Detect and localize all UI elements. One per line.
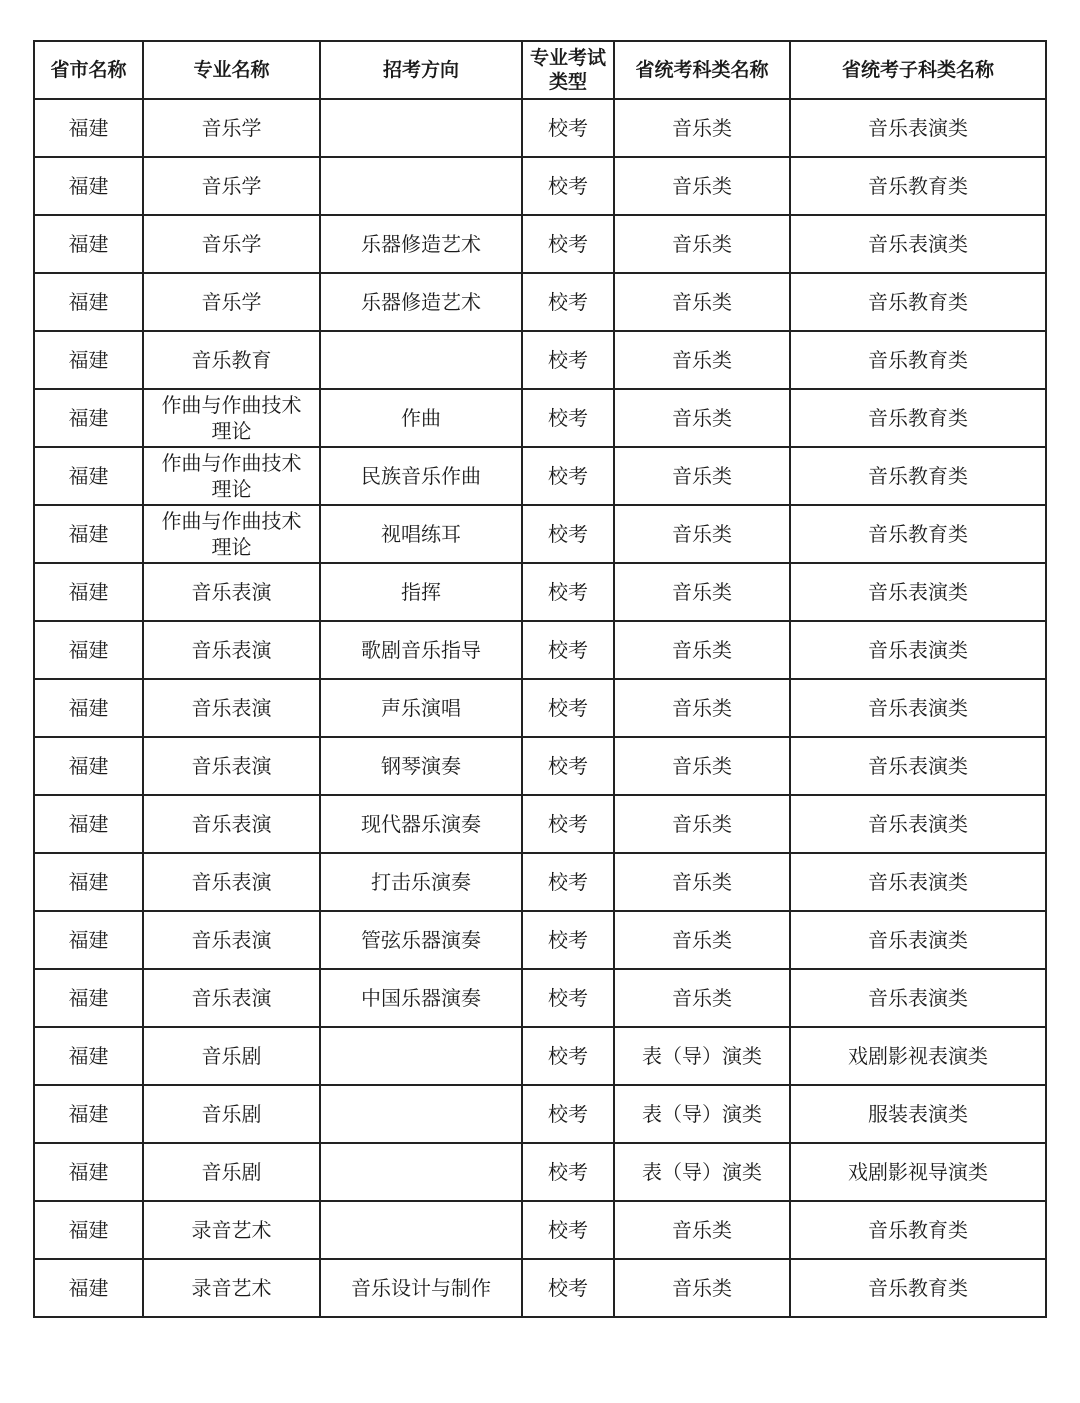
cell-subcategory: 音乐教育类 — [790, 273, 1046, 331]
cell-major: 音乐学 — [143, 157, 320, 215]
cell-direction — [320, 157, 522, 215]
cell-province: 福建 — [34, 563, 143, 621]
cell-major: 音乐学 — [143, 99, 320, 157]
cell-direction — [320, 1085, 522, 1143]
cell-exam-type: 校考 — [522, 331, 614, 389]
cell-major: 音乐学 — [143, 215, 320, 273]
table-row — [34, 389, 1046, 447]
cell-exam-type: 校考 — [522, 737, 614, 795]
cell-direction: 视唱练耳 — [320, 505, 522, 563]
cell-exam-type: 校考 — [522, 1085, 614, 1143]
cell-province: 福建 — [34, 1085, 143, 1143]
cell-exam-type: 校考 — [522, 969, 614, 1027]
cell-exam-type: 校考 — [522, 911, 614, 969]
cell-direction — [320, 1027, 522, 1085]
cell-province: 福建 — [34, 389, 143, 447]
cell-province: 福建 — [34, 99, 143, 157]
cell-exam-type: 校考 — [522, 157, 614, 215]
cell-major: 音乐表演 — [143, 737, 320, 795]
cell-major: 音乐表演 — [143, 853, 320, 911]
cell-exam-type: 校考 — [522, 795, 614, 853]
cell-province: 福建 — [34, 969, 143, 1027]
cell-direction: 歌剧音乐指导 — [320, 621, 522, 679]
table-row — [34, 157, 1046, 215]
cell-category: 表（导）演类 — [614, 1027, 790, 1085]
header-category: 省统考科类名称 — [614, 41, 790, 99]
header-direction: 招考方向 — [320, 41, 522, 99]
cell-exam-type: 校考 — [522, 1143, 614, 1201]
cell-major: 录音艺术 — [143, 1201, 320, 1259]
table-row — [34, 447, 1046, 505]
cell-category: 音乐类 — [614, 389, 790, 447]
cell-major: 音乐剧 — [143, 1027, 320, 1085]
cell-province: 福建 — [34, 447, 143, 505]
cell-province: 福建 — [34, 911, 143, 969]
cell-exam-type: 校考 — [522, 215, 614, 273]
cell-subcategory: 戏剧影视导演类 — [790, 1143, 1046, 1201]
table-row — [34, 99, 1046, 157]
cell-category: 音乐类 — [614, 331, 790, 389]
table-row — [34, 331, 1046, 389]
cell-direction: 声乐演唱 — [320, 679, 522, 737]
table-row — [34, 853, 1046, 911]
cell-category: 音乐类 — [614, 737, 790, 795]
cell-category: 音乐类 — [614, 447, 790, 505]
cell-major: 音乐表演 — [143, 563, 320, 621]
cell-subcategory: 服装表演类 — [790, 1085, 1046, 1143]
cell-category: 音乐类 — [614, 911, 790, 969]
header-exam-type: 专业考试类型 — [522, 41, 614, 99]
cell-major: 音乐表演 — [143, 679, 320, 737]
table-row — [34, 911, 1046, 969]
cell-major: 音乐表演 — [143, 969, 320, 1027]
cell-direction: 音乐设计与制作 — [320, 1259, 522, 1317]
cell-subcategory: 音乐表演类 — [790, 99, 1046, 157]
cell-province: 福建 — [34, 1143, 143, 1201]
table-row — [34, 215, 1046, 273]
table-row — [34, 1259, 1046, 1317]
cell-exam-type: 校考 — [522, 447, 614, 505]
table-row — [34, 621, 1046, 679]
cell-province: 福建 — [34, 853, 143, 911]
cell-province: 福建 — [34, 621, 143, 679]
cell-subcategory: 音乐教育类 — [790, 389, 1046, 447]
cell-subcategory: 音乐教育类 — [790, 1259, 1046, 1317]
cell-category: 音乐类 — [614, 273, 790, 331]
document-page — [33, 40, 1045, 1318]
cell-direction — [320, 1143, 522, 1201]
table-header-row — [34, 41, 1046, 99]
cell-subcategory: 音乐教育类 — [790, 331, 1046, 389]
cell-major: 作曲与作曲技术理论 — [143, 447, 320, 505]
header-subcategory: 省统考子科类名称 — [790, 41, 1046, 99]
cell-category: 表（导）演类 — [614, 1085, 790, 1143]
cell-category: 音乐类 — [614, 99, 790, 157]
cell-category: 音乐类 — [614, 157, 790, 215]
cell-subcategory: 音乐表演类 — [790, 563, 1046, 621]
cell-direction: 民族音乐作曲 — [320, 447, 522, 505]
cell-major: 作曲与作曲技术理论 — [143, 505, 320, 563]
cell-province: 福建 — [34, 331, 143, 389]
cell-direction: 乐器修造艺术 — [320, 215, 522, 273]
cell-direction — [320, 99, 522, 157]
table-row — [34, 563, 1046, 621]
cell-category: 音乐类 — [614, 563, 790, 621]
cell-major: 音乐表演 — [143, 795, 320, 853]
cell-subcategory: 音乐表演类 — [790, 621, 1046, 679]
cell-subcategory: 音乐教育类 — [790, 1201, 1046, 1259]
cell-exam-type: 校考 — [522, 679, 614, 737]
cell-category: 音乐类 — [614, 795, 790, 853]
cell-exam-type: 校考 — [522, 853, 614, 911]
cell-category: 表（导）演类 — [614, 1143, 790, 1201]
cell-exam-type: 校考 — [522, 505, 614, 563]
cell-province: 福建 — [34, 1259, 143, 1317]
cell-category: 音乐类 — [614, 969, 790, 1027]
cell-exam-type: 校考 — [522, 621, 614, 679]
cell-category: 音乐类 — [614, 853, 790, 911]
cell-category: 音乐类 — [614, 679, 790, 737]
table-row — [34, 1201, 1046, 1259]
cell-province: 福建 — [34, 795, 143, 853]
cell-subcategory: 音乐表演类 — [790, 853, 1046, 911]
cell-direction: 管弦乐器演奏 — [320, 911, 522, 969]
cell-subcategory: 音乐表演类 — [790, 215, 1046, 273]
cell-category: 音乐类 — [614, 1259, 790, 1317]
table-row — [34, 795, 1046, 853]
cell-subcategory: 音乐表演类 — [790, 911, 1046, 969]
cell-subcategory: 音乐教育类 — [790, 157, 1046, 215]
major-table — [33, 40, 1047, 1318]
cell-major: 音乐表演 — [143, 911, 320, 969]
cell-province: 福建 — [34, 679, 143, 737]
cell-province: 福建 — [34, 1027, 143, 1085]
header-province: 省市名称 — [34, 41, 143, 99]
cell-subcategory: 戏剧影视表演类 — [790, 1027, 1046, 1085]
cell-exam-type: 校考 — [522, 1259, 614, 1317]
cell-direction: 作曲 — [320, 389, 522, 447]
cell-subcategory: 音乐教育类 — [790, 447, 1046, 505]
cell-subcategory: 音乐表演类 — [790, 737, 1046, 795]
header-major: 专业名称 — [143, 41, 320, 99]
cell-exam-type: 校考 — [522, 563, 614, 621]
cell-category: 音乐类 — [614, 215, 790, 273]
cell-province: 福建 — [34, 1201, 143, 1259]
cell-category: 音乐类 — [614, 1201, 790, 1259]
cell-province: 福建 — [34, 505, 143, 563]
cell-direction: 指挥 — [320, 563, 522, 621]
cell-direction: 钢琴演奏 — [320, 737, 522, 795]
cell-direction — [320, 331, 522, 389]
table-row — [34, 679, 1046, 737]
table-row — [34, 1085, 1046, 1143]
table-row — [34, 1143, 1046, 1201]
cell-exam-type: 校考 — [522, 1201, 614, 1259]
cell-major: 音乐学 — [143, 273, 320, 331]
table-row — [34, 969, 1046, 1027]
cell-category: 音乐类 — [614, 621, 790, 679]
table-row — [34, 273, 1046, 331]
table-row — [34, 505, 1046, 563]
cell-exam-type: 校考 — [522, 389, 614, 447]
cell-subcategory: 音乐表演类 — [790, 969, 1046, 1027]
cell-direction: 中国乐器演奏 — [320, 969, 522, 1027]
cell-major: 音乐剧 — [143, 1085, 320, 1143]
cell-exam-type: 校考 — [522, 273, 614, 331]
cell-province: 福建 — [34, 157, 143, 215]
cell-exam-type: 校考 — [522, 99, 614, 157]
cell-major: 录音艺术 — [143, 1259, 320, 1317]
cell-subcategory: 音乐教育类 — [790, 505, 1046, 563]
cell-province: 福建 — [34, 215, 143, 273]
cell-direction: 乐器修造艺术 — [320, 273, 522, 331]
table-row — [34, 1027, 1046, 1085]
cell-subcategory: 音乐表演类 — [790, 795, 1046, 853]
cell-major: 音乐剧 — [143, 1143, 320, 1201]
cell-province: 福建 — [34, 273, 143, 331]
cell-direction: 打击乐演奏 — [320, 853, 522, 911]
cell-direction — [320, 1201, 522, 1259]
cell-subcategory: 音乐表演类 — [790, 679, 1046, 737]
cell-major: 作曲与作曲技术理论 — [143, 389, 320, 447]
cell-province: 福建 — [34, 737, 143, 795]
table-row — [34, 737, 1046, 795]
cell-direction: 现代器乐演奏 — [320, 795, 522, 853]
cell-exam-type: 校考 — [522, 1027, 614, 1085]
cell-major: 音乐表演 — [143, 621, 320, 679]
cell-category: 音乐类 — [614, 505, 790, 563]
cell-major: 音乐教育 — [143, 331, 320, 389]
